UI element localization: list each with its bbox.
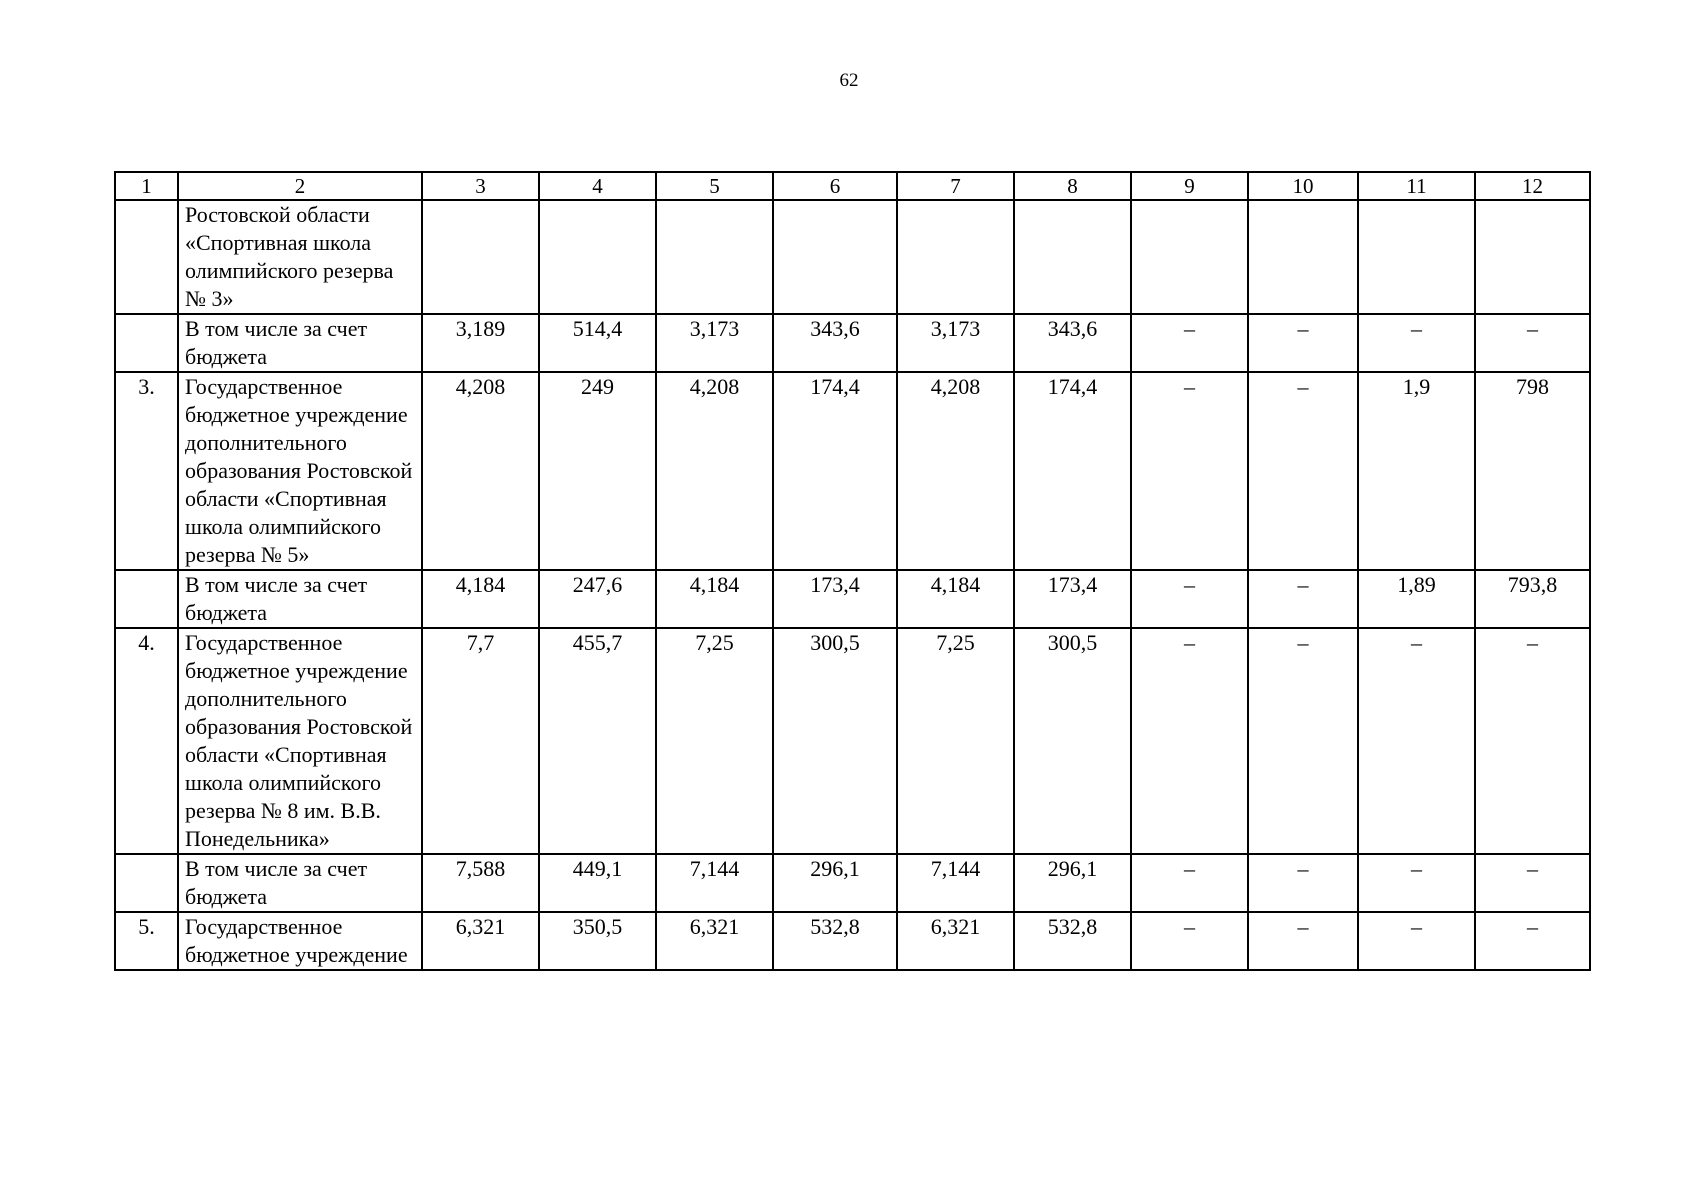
row-number xyxy=(115,200,178,314)
table-cell xyxy=(897,200,1014,314)
table-row xyxy=(115,628,1590,854)
row-number: 5. xyxy=(115,912,178,970)
table-cell: – xyxy=(1475,854,1590,912)
table-cell: 455,7 xyxy=(539,628,656,854)
table-body xyxy=(115,172,1590,970)
table-cell xyxy=(1358,200,1475,314)
table-cell: 247,6 xyxy=(539,570,656,628)
table-cell: 3,173 xyxy=(897,314,1014,372)
row-name: Государственное бюджетное учреждение xyxy=(178,912,422,970)
table-cell: 300,5 xyxy=(1014,628,1131,854)
table-cell: – xyxy=(1131,570,1248,628)
table-cell: – xyxy=(1358,314,1475,372)
column-header: 6 xyxy=(773,172,897,200)
table-cell: – xyxy=(1131,628,1248,854)
row-number xyxy=(115,314,178,372)
row-name: В том числе за счет бюджета xyxy=(178,314,422,372)
column-header: 1 xyxy=(115,172,178,200)
table-cell: 343,6 xyxy=(773,314,897,372)
table-cell: – xyxy=(1248,912,1358,970)
table-cell: – xyxy=(1131,854,1248,912)
table-cell: – xyxy=(1475,628,1590,854)
column-header: 8 xyxy=(1014,172,1131,200)
table-row xyxy=(115,570,1590,628)
row-name: Государственное бюджетное учреждение дополнительного образования Ростовской области «Спортивная школа олимпийского резерва № 8 им. В.В. Понедельника» xyxy=(178,628,422,854)
table-cell: 3,189 xyxy=(422,314,539,372)
table-cell: 798 xyxy=(1475,372,1590,570)
column-header: 5 xyxy=(656,172,773,200)
table-row xyxy=(115,912,1590,970)
table-cell: – xyxy=(1131,314,1248,372)
column-header: 7 xyxy=(897,172,1014,200)
table-cell: 7,144 xyxy=(897,854,1014,912)
row-name: Ростовской области «Спортивная школа олимпийского резерва № 3» xyxy=(178,200,422,314)
table-cell: 793,8 xyxy=(1475,570,1590,628)
table-cell: 296,1 xyxy=(1014,854,1131,912)
table-cell: 296,1 xyxy=(773,854,897,912)
column-header: 9 xyxy=(1131,172,1248,200)
table-cell: 7,25 xyxy=(897,628,1014,854)
column-header: 12 xyxy=(1475,172,1590,200)
table-cell: 174,4 xyxy=(1014,372,1131,570)
table-cell xyxy=(1014,200,1131,314)
table-cell: – xyxy=(1248,372,1358,570)
table-cell: 7,25 xyxy=(656,628,773,854)
table-cell xyxy=(422,200,539,314)
table-cell: – xyxy=(1248,854,1358,912)
row-number: 4. xyxy=(115,628,178,854)
table-cell: 173,4 xyxy=(773,570,897,628)
table-cell: – xyxy=(1358,628,1475,854)
table-cell xyxy=(1248,200,1358,314)
table-cell: 4,208 xyxy=(897,372,1014,570)
row-number: 3. xyxy=(115,372,178,570)
table-cell: – xyxy=(1248,314,1358,372)
row-number xyxy=(115,570,178,628)
table-cell: 532,8 xyxy=(1014,912,1131,970)
table-cell: 4,208 xyxy=(656,372,773,570)
table-cell: 532,8 xyxy=(773,912,897,970)
table-cell: 6,321 xyxy=(656,912,773,970)
table-cell: – xyxy=(1131,912,1248,970)
table-row xyxy=(115,314,1590,372)
table-cell: – xyxy=(1248,628,1358,854)
table-cell: 4,184 xyxy=(656,570,773,628)
table-cell: 1,89 xyxy=(1358,570,1475,628)
column-header: 2 xyxy=(178,172,422,200)
table-cell: 343,6 xyxy=(1014,314,1131,372)
data-table xyxy=(114,171,1591,971)
table-row xyxy=(115,200,1590,314)
row-name: Государственное бюджетное учреждение дополнительного образования Ростовской области «Спортивная школа олимпийского резерва № 5» xyxy=(178,372,422,570)
column-header: 4 xyxy=(539,172,656,200)
table-row xyxy=(115,372,1590,570)
table-cell: 249 xyxy=(539,372,656,570)
table-cell: 1,9 xyxy=(1358,372,1475,570)
column-header: 11 xyxy=(1358,172,1475,200)
table-cell: – xyxy=(1475,912,1590,970)
table-cell: 7,588 xyxy=(422,854,539,912)
row-name: В том числе за счет бюджета xyxy=(178,570,422,628)
table-cell: – xyxy=(1358,912,1475,970)
table-cell: 7,7 xyxy=(422,628,539,854)
table-cell xyxy=(1475,200,1590,314)
table-cell: 3,173 xyxy=(656,314,773,372)
table-cell xyxy=(656,200,773,314)
table-cell: 174,4 xyxy=(773,372,897,570)
table-cell: – xyxy=(1248,570,1358,628)
page-number: 62 xyxy=(839,70,859,91)
table-cell: 300,5 xyxy=(773,628,897,854)
table-cell xyxy=(1131,200,1248,314)
table-cell: 449,1 xyxy=(539,854,656,912)
row-number xyxy=(115,854,178,912)
table-cell: – xyxy=(1475,314,1590,372)
table-cell: 4,184 xyxy=(422,570,539,628)
column-header: 10 xyxy=(1248,172,1358,200)
table-cell: 6,321 xyxy=(897,912,1014,970)
table-row xyxy=(115,854,1590,912)
table-cell: 4,208 xyxy=(422,372,539,570)
table-cell: 514,4 xyxy=(539,314,656,372)
table-cell: – xyxy=(1131,372,1248,570)
table-cell: 4,184 xyxy=(897,570,1014,628)
row-name: В том числе за счет бюджета xyxy=(178,854,422,912)
table-cell: 6,321 xyxy=(422,912,539,970)
table-cell xyxy=(539,200,656,314)
column-header: 3 xyxy=(422,172,539,200)
table-cell: – xyxy=(1358,854,1475,912)
table-cell xyxy=(773,200,897,314)
table-cell: 173,4 xyxy=(1014,570,1131,628)
header-row xyxy=(115,172,1590,200)
table-cell: 350,5 xyxy=(539,912,656,970)
table-cell: 7,144 xyxy=(656,854,773,912)
